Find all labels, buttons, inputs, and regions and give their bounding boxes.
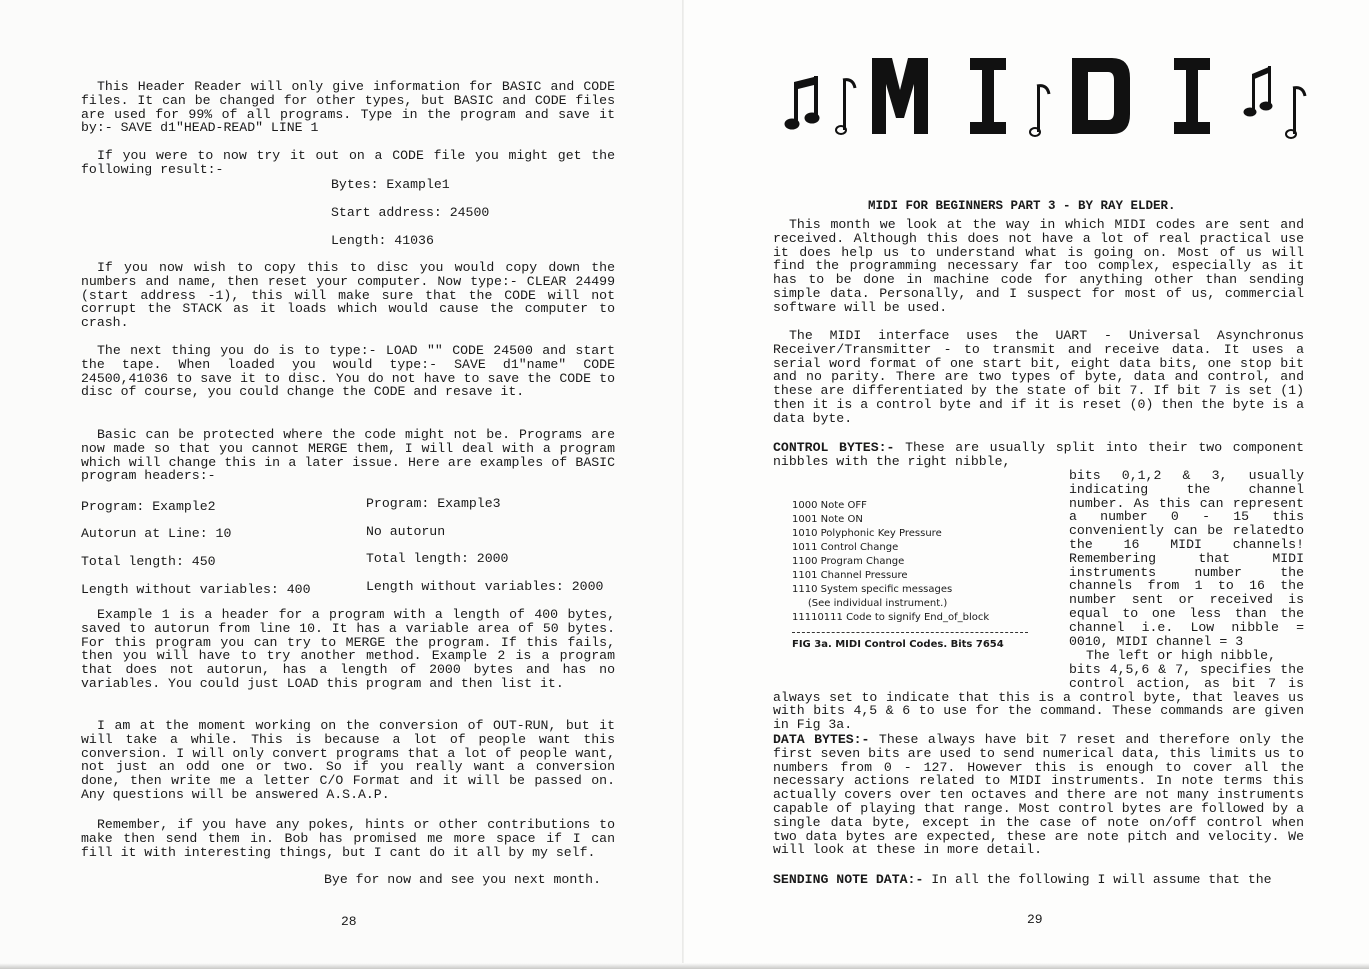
letter-d bbox=[1072, 58, 1130, 134]
page-number: 29 bbox=[1027, 912, 1043, 927]
contributions-paragraph: Remember, if you have any pokes, hints or other contributions to make then send them in. Bob has promised me more space if I can fill it with interesting things, but I cant do it all by my self. bbox=[81, 817, 615, 860]
music-note-icon bbox=[785, 76, 819, 129]
fig-code-poly-pressure: 1010 Polyphonic Key Pressure bbox=[792, 528, 942, 539]
data-bytes-paragraph bbox=[773, 733, 1304, 857]
control-bytes-intro bbox=[773, 441, 1304, 469]
header-reader-paragraph: This Header Reader will only give information for BASIC and CODE files. It can be changed for other types, but BASIC and CODE files are used for 99% of all programs. Type in the program and save it by:- SAVE d1"HEAD-READ" LINE 1 bbox=[81, 79, 615, 136]
try-it-paragraph: If you were to now try it out on a CODE file you might get the following result:- bbox=[81, 148, 615, 177]
header-b-program: Program: Example3 bbox=[366, 496, 501, 511]
control-bytes-lead: These are usually split into their two component nibbles with the right nibble, bbox=[773, 440, 1304, 469]
result-start-address: Start address: 24500 bbox=[331, 205, 490, 220]
data-bytes-text: These always have bit 7 reset and therefore only the first seven bits are used to send numerical data, this limits us to numbers from 0 - 127. However this is enough to cover all the necessary actions related to MIDI instruments. In note terms this actually covers over ten octaves and there are not many instruments capable of playing that range. Most control bytes are followed by a single data byte, except in the case of note on/off control when two data bytes are expected, these are note pitch and velocity. We will look at these in more detail. bbox=[773, 732, 1305, 858]
example-explanation-paragraph: Example 1 is a header for a program with a length of 400 bytes, saved to autorun from line 10. It has a variable area of 50 bytes. For this program you can try to MERGE the program. If this fails, then you will have to try another method. Example 2 is a program that does not autorun, has a length of 2000 bytes and has no variables. You could just LOAD this program and then list it. bbox=[81, 607, 615, 691]
header-b-length-without-variables: Length without variables: 2000 bbox=[366, 579, 604, 594]
control-bytes-tail-line: The left or high nibble, bbox=[1086, 648, 1276, 663]
header-a-total-length: Total length: 450 bbox=[81, 554, 216, 569]
left-page bbox=[0, 0, 684, 969]
intro-paragraph: This month we look at the way in which MIDI codes are sent and received. Although this does not have a lot of real practical use it does help us to understand what is going on. Most of us will find the programming necessary far too complex, especially as it has to be done in machine code for anything other than sending simple data. Personally, and I suspect for most of us, commercial software will be used. bbox=[773, 217, 1304, 315]
letter-i bbox=[970, 58, 1006, 134]
header-a-length-without-variables: Length without variables: 400 bbox=[81, 582, 311, 597]
out-run-paragraph: I am at the moment working on the conversion of OUT-RUN, but it will take a while. This is because a lot of people want this conversion. I will only convert programs that a lot of people want, not just an odd one or two. So if you really want a conversion done, then write me a letter C/O Format and it will be passed on. Any questions will be answered A.S.A.P. bbox=[81, 718, 615, 802]
header-a-autorun: Autorun at Line: 10 bbox=[81, 526, 232, 541]
uart-paragraph: The MIDI interface uses the UART - Universal Asynchronus Receiver/Transmitter - to transmit and receive data. It uses a serial word format of one start bit, eight data bits, one stop bit and no parity. There are two types of byte, data and control, and these are differentiated by the state of bit 7. If bit 7 is set (1) then it is a control byte and if it is reset (0) then the byte is a data byte. bbox=[773, 328, 1304, 426]
header-a-program: Program: Example2 bbox=[81, 499, 216, 514]
result-length: Length: 41036 bbox=[331, 233, 434, 248]
load-code-paragraph: The next thing you do is to type:- LOAD "" CODE 24500 and start the tape. When loaded you would type:- SAVE d1"name" CODE 24500,41036 to save it to disc. You do not have to save the CODE to disc of course, you could change the CODE and resave it. bbox=[81, 343, 615, 400]
page-number: 28 bbox=[341, 914, 357, 929]
sending-note-data-text: In all the following I will assume that the bbox=[923, 872, 1272, 887]
music-note-icon bbox=[1030, 86, 1049, 136]
music-note-icon bbox=[836, 80, 855, 134]
letter-m bbox=[872, 58, 928, 134]
article-subtitle: MIDI FOR BEGINNERS PART 3 - BY RAY ELDER. bbox=[868, 198, 1176, 213]
fig-code-note-on: 1001 Note ON bbox=[792, 514, 863, 525]
midi-masthead bbox=[784, 40, 1324, 150]
sending-note-data-heading: SENDING NOTE DATA:- bbox=[773, 872, 924, 887]
music-note-icon bbox=[1286, 88, 1305, 138]
right-page bbox=[684, 0, 1369, 969]
page-bottom-edge bbox=[0, 963, 1369, 969]
control-bytes-side-text: bits 0,1,2 & 3, usually indicating the channel number. As this can represent a number 0 - 15 this conveniently can be relatedto the 16 MIDI channels! Remembering that MIDI instruments number the channels from 1 to 16 the number sent or received is equal to one less than the channel i.e. Low nibble = 0010, MIDI channel = 3 bbox=[1069, 468, 1304, 649]
data-bytes-heading: DATA BYTES:- bbox=[773, 732, 870, 747]
basic-protection-paragraph: Basic can be protected where the code might not be. Programs are now made so that you cannot MERGE them, I will deal with a program which will change this in a later issue. Here are examples of BASIC program headers:- bbox=[81, 427, 615, 484]
control-bytes-heading: CONTROL BYTES:- bbox=[773, 440, 895, 455]
control-bytes-tail: bits 4,5,6 & 7, specifies the control action, as bit 7 is always set to indicate that this is a control byte, that leaves us with bits 4,5 & 6 to use for the command. These commands are given in Fig 3a. bbox=[773, 662, 1304, 733]
header-b-autorun: No autorun bbox=[366, 524, 446, 539]
fig-code-control-change: 1011 Control Change bbox=[792, 542, 899, 553]
fig-caption: FIG 3a. MIDI Control Codes. Bits 7654 bbox=[792, 639, 1004, 650]
signoff: Bye for now and see you next month. bbox=[324, 872, 601, 887]
fig-divider bbox=[792, 632, 1028, 633]
header-b-total-length: Total length: 2000 bbox=[366, 551, 509, 566]
result-bytes: Bytes: Example1 bbox=[331, 177, 450, 192]
fig-code-see-instrument: (See individual instrument.) bbox=[792, 598, 948, 609]
fig-code-program-change: 1100 Program Change bbox=[792, 556, 905, 567]
fig-code-channel-pressure: 1101 Channel Pressure bbox=[792, 570, 908, 581]
sending-note-data-paragraph bbox=[773, 873, 1304, 887]
copy-to-disc-paragraph: If you now wish to copy this to disc you would copy down the numbers and name, then reset your computer. Now type:- CLEAR 24499 (start address -1), this will make sure that the CODE will not corrupt the STACK as it loads which would cause the computer to crash. bbox=[81, 260, 615, 331]
fig-code-note-off: 1000 Note OFF bbox=[792, 500, 867, 511]
music-note-icon bbox=[1244, 66, 1272, 116]
fig-code-system-specific: 1110 System specific messages bbox=[792, 584, 953, 595]
fig-code-end-of-block: 11110111 Code to signify End_of_block bbox=[792, 612, 990, 623]
control-bytes-tail-block bbox=[773, 663, 1304, 732]
letter-i bbox=[1174, 58, 1210, 134]
